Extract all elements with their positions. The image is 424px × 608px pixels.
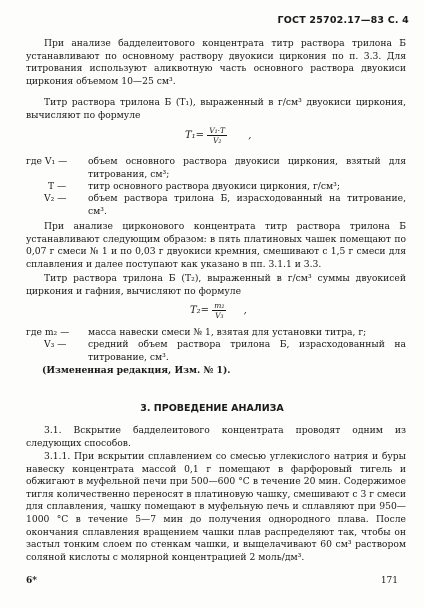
- definition-v2-symbol: V₂ —: [44, 193, 67, 204]
- page-number: 171: [380, 576, 398, 586]
- definition-m2-symbol: где m₂ —: [26, 327, 70, 338]
- definition-v2-text: объем раствора трилона Б, израсходованный на титрование, см³.: [88, 193, 406, 217]
- paragraph-titr-t1-intro: Титр раствора трилона Б (T₁), выраженный в г/см³ двуокиси циркония, вычисляют по формуле: [26, 97, 406, 121]
- definition-t-text: титр основного раствора двуокиси циркония, г/см³;: [88, 181, 340, 192]
- formula-t2: [190, 301, 247, 320]
- formula-t2-denominator: V₃: [215, 311, 224, 320]
- definition-v1-symbol: где V₁ —: [26, 156, 68, 167]
- formula-t1-numerator: V₁·T: [209, 126, 226, 135]
- formula-t1: [185, 126, 251, 145]
- formula-t1-lhs: T₁=: [185, 130, 205, 141]
- definition-t-symbol: T —: [48, 181, 67, 192]
- formula-t2-lhs: T₂=: [190, 305, 210, 316]
- page-header: ГОСТ 25702.17—83 С. 4: [277, 15, 409, 26]
- definition-m2-text: масса навески смеси № 1, взятая для установки титра, г;: [88, 327, 367, 338]
- paragraph-titr-t2-intro: Титр раствора трилона Б (T₂), выраженный в г/см³ суммы двуокисей циркония и гафния, вычисляют по формуле: [26, 273, 406, 297]
- definition-v3: [44, 339, 406, 365]
- definition-v3-text: средний объем раствора трилона Б, израсходованный на титрование, см³.: [88, 339, 406, 363]
- paragraph-3-1-1: 3.1.1. При вскрытии сплавлением со смесью углекислого натрия и буры навеску концентрата массой 0,1 г помещают в фарфоровый тигель и обжигают в муфельной печи при 500—600 °С в течение 20 мин. Содержимое тигля количественно переносят в платиновую чашку, смешивают с 3 г смеси для сплавления, чашку помещают в муфельную печь и сплавляют при 950—1000 °С в течение 5—7 мин до получения однородного плава. После окончания сплавления вращением чашки плав распределяют так, чтобы он застыл тонким слоем по стенкам чашки, и выщелачивают 60 см³ раствором соляной кислоты с молярной концентрацией 2 моль/дм³.: [26, 451, 406, 563]
- paragraph-titr-baddeleyite: При анализе бадделеитового концентрата титр раствора трилона Б устанавливают по основному раствору двуокиси циркония по п. 3.3. Для титрования используют аликвотную часть основного раствора двуокиси циркония объемом 10—25 см³.: [26, 38, 406, 87]
- formula-t2-fraction: [212, 301, 226, 320]
- formula-t1-denominator: V₂: [212, 136, 222, 145]
- section-heading: 3. ПРОВЕДЕНИЕ АНАЛИЗА: [140, 403, 284, 414]
- definition-v1-text: объем основного раствора двуокиси циркония, взятый для титрования, см³;: [88, 156, 406, 180]
- amendment-note: (Измененная редакция, Изм. № 1).: [42, 365, 231, 376]
- definition-v3-symbol: V₃ —: [44, 339, 67, 350]
- definition-v1: [26, 156, 406, 182]
- formula-t2-numerator: m₂: [214, 301, 225, 310]
- paragraph-zircon-titr: При анализе цирконового концентрата титр раствора трилона Б устанавливают следующим образом: в пять платиновых чашек помещают по 0,07 г смеси № 1 и по 0,03 г двуокиси кремния, смешивают с 1,5 г смеси для сплавления и далее поступают как указано в пп. 3.1.1 и 3.3.: [26, 221, 406, 270]
- formula-t1-comma: ,: [248, 130, 252, 141]
- formula-t1-fraction: [207, 126, 227, 145]
- footer-signature-mark: 6*: [26, 576, 37, 586]
- paragraph-3-1: 3.1. Вскрытие бадделеитового концентрата проводят одним из следующих способов.: [26, 425, 406, 449]
- formula-t2-comma: ,: [243, 305, 247, 316]
- definition-v2: [44, 193, 406, 219]
